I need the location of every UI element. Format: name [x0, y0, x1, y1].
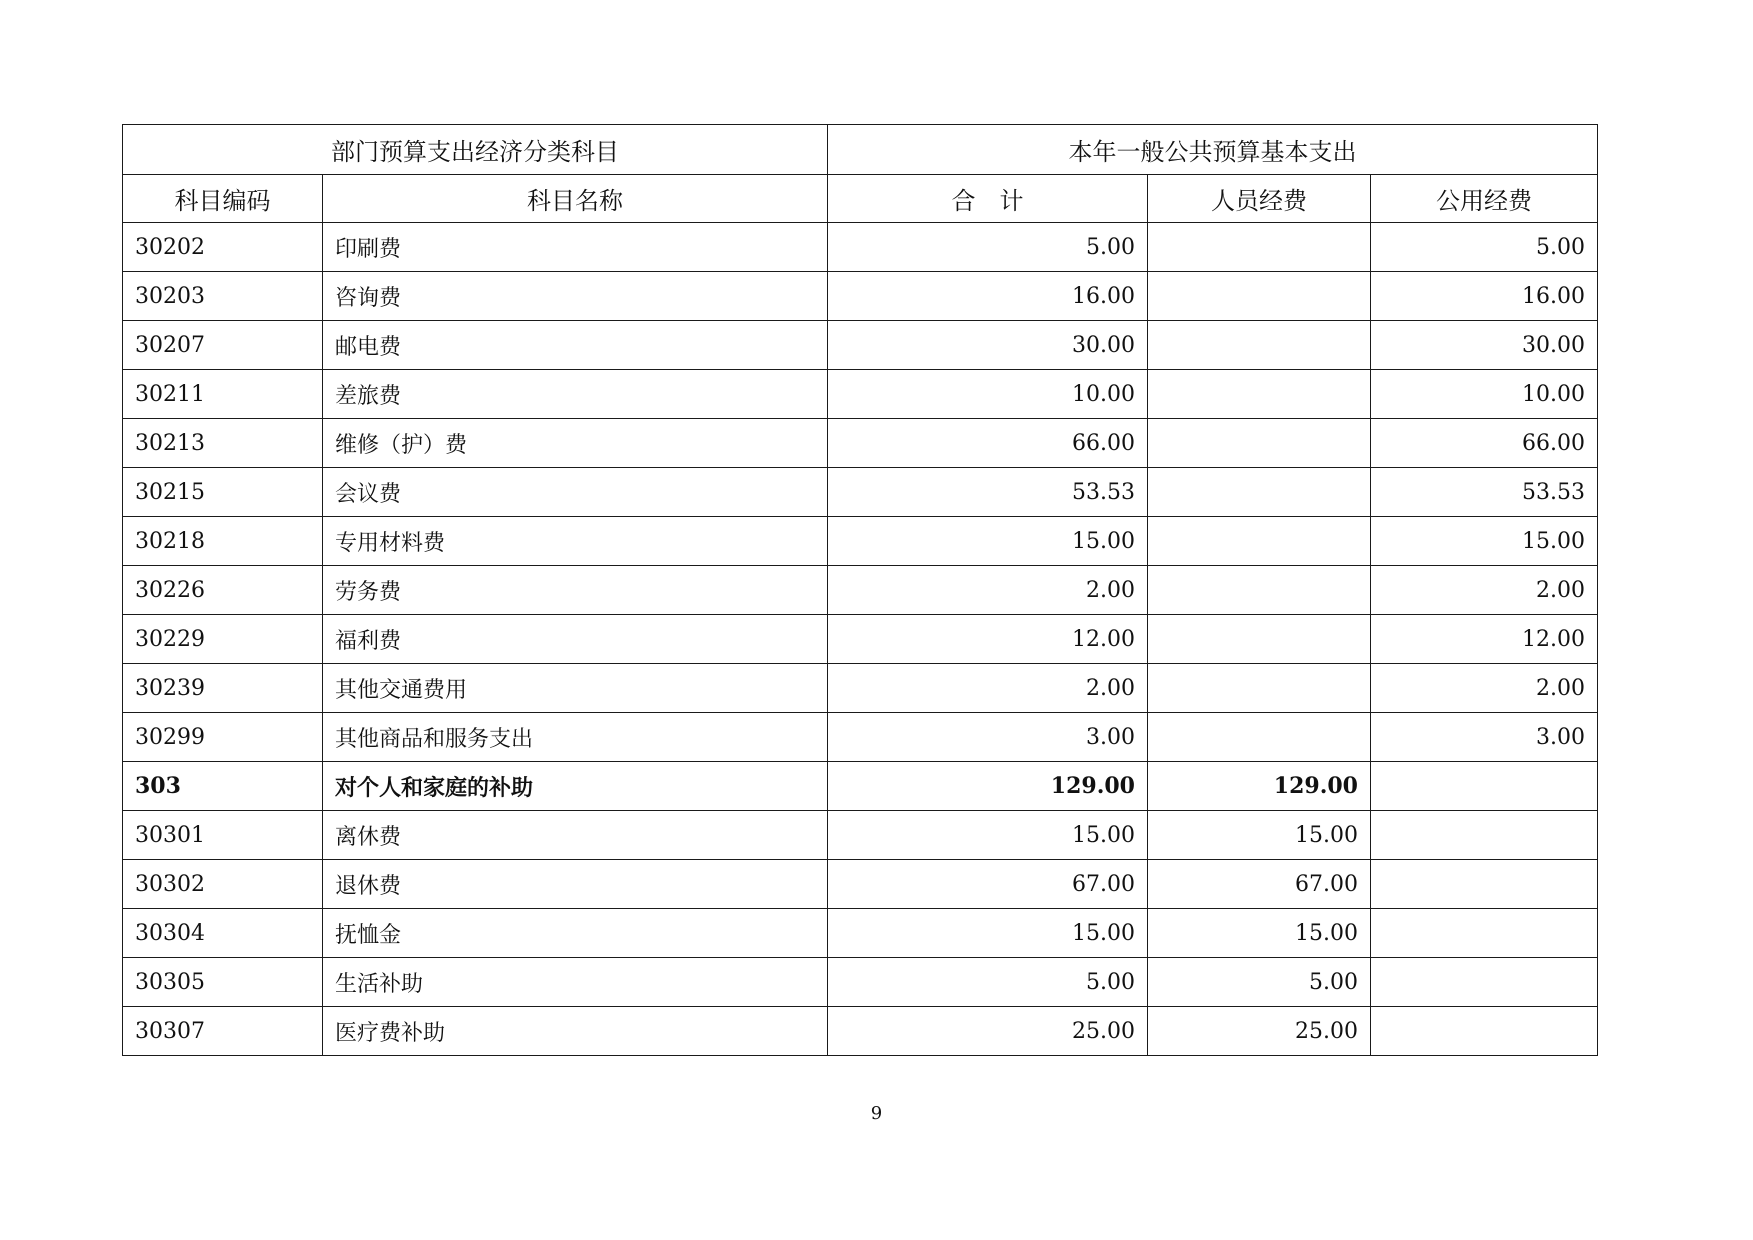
subject-code: 30218 — [123, 517, 323, 566]
page-number: 9 — [870, 1103, 883, 1124]
total-amount: 16.00 — [828, 272, 1148, 321]
total-amount: 2.00 — [828, 566, 1148, 615]
subject-code: 30304 — [123, 909, 323, 958]
subject-name: 其他交通费用 — [323, 664, 828, 713]
table-row — [123, 272, 1598, 321]
total-amount: 53.53 — [828, 468, 1148, 517]
table-row — [123, 370, 1598, 419]
personnel-amount — [1148, 272, 1371, 321]
personnel-amount: 67.00 — [1148, 860, 1371, 909]
public-amount: 66.00 — [1371, 419, 1598, 468]
table-row — [123, 860, 1598, 909]
total-amount: 15.00 — [828, 517, 1148, 566]
personnel-amount — [1148, 468, 1371, 517]
subject-name: 专用材料费 — [323, 517, 828, 566]
total-amount: 12.00 — [828, 615, 1148, 664]
subject-name: 劳务费 — [323, 566, 828, 615]
subject-name: 退休费 — [323, 860, 828, 909]
budget-expenditure-table — [122, 124, 1598, 1056]
subject-name: 离休费 — [323, 811, 828, 860]
subject-code: 30305 — [123, 958, 323, 1007]
total-amount: 5.00 — [828, 958, 1148, 1007]
public-amount — [1371, 762, 1598, 811]
total-amount: 15.00 — [828, 909, 1148, 958]
personnel-amount — [1148, 517, 1371, 566]
total-amount: 67.00 — [828, 860, 1148, 909]
subject-name: 维修（护）费 — [323, 419, 828, 468]
table-row — [123, 468, 1598, 517]
personnel-amount — [1148, 321, 1371, 370]
public-amount: 5.00 — [1371, 223, 1598, 272]
subject-name: 差旅费 — [323, 370, 828, 419]
table-row — [123, 615, 1598, 664]
personnel-amount: 15.00 — [1148, 909, 1371, 958]
total-amount: 66.00 — [828, 419, 1148, 468]
subject-code: 30301 — [123, 811, 323, 860]
total-amount: 30.00 — [828, 321, 1148, 370]
subject-code: 30211 — [123, 370, 323, 419]
public-amount: 2.00 — [1371, 664, 1598, 713]
subject-name: 抚恤金 — [323, 909, 828, 958]
subject-code: 30203 — [123, 272, 323, 321]
table-body — [123, 223, 1598, 1056]
subject-code: 303 — [123, 762, 323, 811]
subject-code: 30226 — [123, 566, 323, 615]
personnel-amount: 15.00 — [1148, 811, 1371, 860]
personnel-amount — [1148, 419, 1371, 468]
total-amount: 5.00 — [828, 223, 1148, 272]
table-row-subtotal — [123, 762, 1598, 811]
subject-code: 30299 — [123, 713, 323, 762]
subject-name: 对个人和家庭的补助 — [323, 762, 828, 811]
public-amount — [1371, 909, 1598, 958]
total-amount: 25.00 — [828, 1007, 1148, 1056]
total-amount: 2.00 — [828, 664, 1148, 713]
subject-name: 邮电费 — [323, 321, 828, 370]
table-row — [123, 713, 1598, 762]
table-row — [123, 1007, 1598, 1056]
table-row — [123, 321, 1598, 370]
table-row — [123, 909, 1598, 958]
personnel-amount — [1148, 713, 1371, 762]
personnel-amount — [1148, 223, 1371, 272]
public-amount: 12.00 — [1371, 615, 1598, 664]
table-row — [123, 958, 1598, 1007]
table-row — [123, 664, 1598, 713]
total-amount: 10.00 — [828, 370, 1148, 419]
subject-code: 30215 — [123, 468, 323, 517]
public-amount: 3.00 — [1371, 713, 1598, 762]
table-row — [123, 223, 1598, 272]
table-row — [123, 419, 1598, 468]
table-row — [123, 517, 1598, 566]
personnel-amount — [1148, 664, 1371, 713]
personnel-amount: 129.00 — [1148, 762, 1371, 811]
subject-name: 福利费 — [323, 615, 828, 664]
subject-code: 30202 — [123, 223, 323, 272]
header-total: 合 计 — [828, 175, 1148, 223]
total-amount: 3.00 — [828, 713, 1148, 762]
subject-name: 印刷费 — [323, 223, 828, 272]
public-amount: 2.00 — [1371, 566, 1598, 615]
header-row-columns — [123, 175, 1598, 223]
subject-code: 30239 — [123, 664, 323, 713]
total-amount: 15.00 — [828, 811, 1148, 860]
public-amount: 10.00 — [1371, 370, 1598, 419]
header-public-funds: 公用经费 — [1371, 175, 1598, 223]
public-amount — [1371, 958, 1598, 1007]
table-row — [123, 566, 1598, 615]
personnel-amount: 5.00 — [1148, 958, 1371, 1007]
header-basic-expenditure: 本年一般公共预算基本支出 — [828, 125, 1598, 175]
subject-code: 30207 — [123, 321, 323, 370]
public-amount — [1371, 860, 1598, 909]
header-subject-name: 科目名称 — [323, 175, 828, 223]
personnel-amount — [1148, 615, 1371, 664]
personnel-amount — [1148, 566, 1371, 615]
subject-name: 医疗费补助 — [323, 1007, 828, 1056]
subject-code: 30302 — [123, 860, 323, 909]
public-amount: 30.00 — [1371, 321, 1598, 370]
public-amount — [1371, 1007, 1598, 1056]
public-amount: 53.53 — [1371, 468, 1598, 517]
public-amount — [1371, 811, 1598, 860]
personnel-amount — [1148, 370, 1371, 419]
subject-name: 生活补助 — [323, 958, 828, 1007]
public-amount: 15.00 — [1371, 517, 1598, 566]
subject-code: 30307 — [123, 1007, 323, 1056]
header-row-groups — [123, 125, 1598, 175]
total-amount: 129.00 — [828, 762, 1148, 811]
header-personnel-funds: 人员经费 — [1148, 175, 1371, 223]
table-row — [123, 811, 1598, 860]
public-amount: 16.00 — [1371, 272, 1598, 321]
subject-code: 30213 — [123, 419, 323, 468]
header-economic-classification: 部门预算支出经济分类科目 — [123, 125, 828, 175]
subject-code: 30229 — [123, 615, 323, 664]
personnel-amount: 25.00 — [1148, 1007, 1371, 1056]
subject-name: 咨询费 — [323, 272, 828, 321]
header-subject-code: 科目编码 — [123, 175, 323, 223]
subject-name: 会议费 — [323, 468, 828, 517]
subject-name: 其他商品和服务支出 — [323, 713, 828, 762]
